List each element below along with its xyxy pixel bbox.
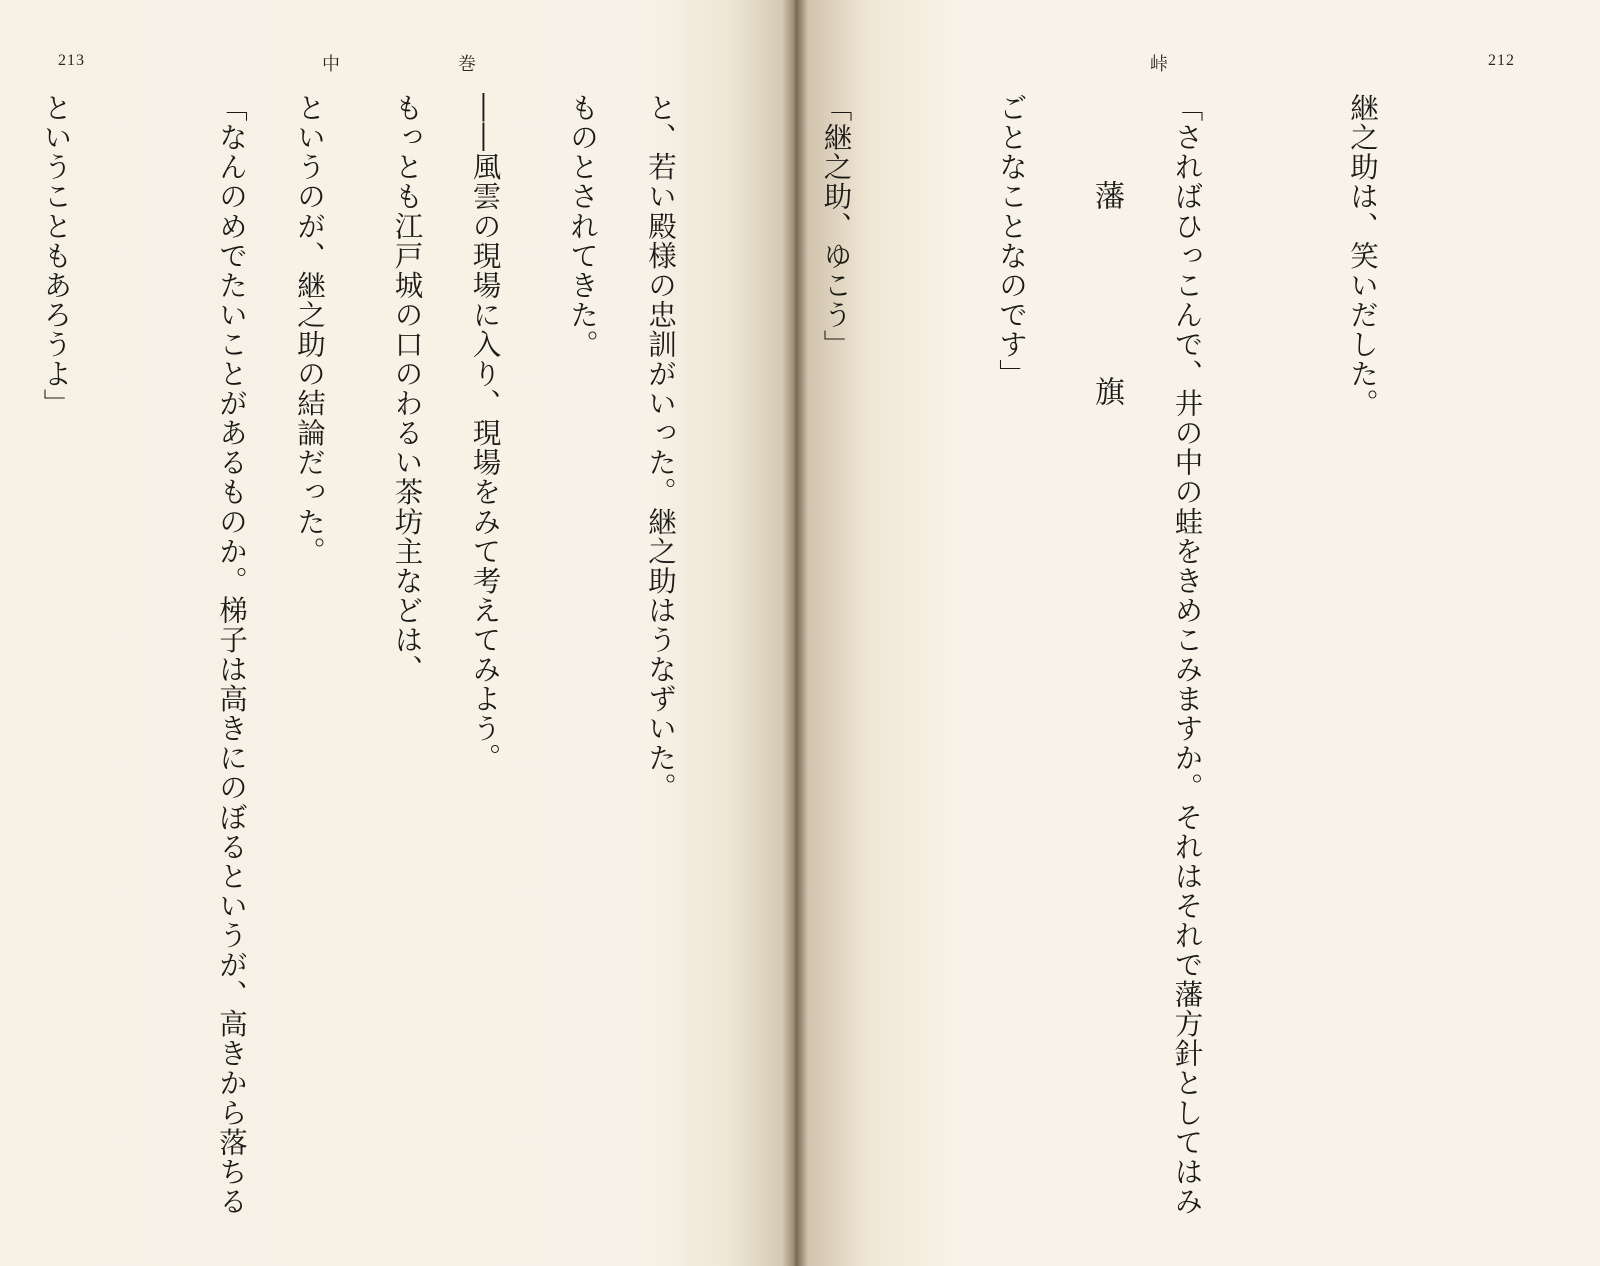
text-line: というのが、継之助の結論だった。 [293,93,326,566]
text-line: 「さればひっこんで、井の中の蛙をきめこみますか。それはそれで藩方針としてはみ [1170,93,1204,1216]
text-line: ものとされてきた。 [566,93,599,359]
running-header-title: 巻 [458,54,476,75]
text-line: ――風雲の現場に入り、現場をみて考えてみよう。 [468,93,502,773]
text-line: 「継之助、ゆこう」 [819,93,853,359]
text-line: ごとなことなのです」 [995,93,1028,389]
text-line: 「なんのめでたいことがあるものか。梯子は高きにのぼるというが、高きから落ちる [215,93,248,1216]
book-gutter [782,0,808,1266]
right-body-text [0,93,1508,1216]
section-heading: 藩 旗 [1089,180,1124,474]
page-number-right: 212 [1488,52,1515,69]
running-header-volume: 中 [322,54,340,75]
text-line: もっとも江戸城の口のわるい茶坊主などは、 [390,93,424,684]
text-line: ということもあろうよ」 [39,93,73,419]
running-header-book-title: 峠 [1150,54,1168,75]
text-line: と、若い殿様の忠訓がいった。継之助はうなずいた。 [644,93,677,803]
text-line: 継之助は、笑いだした。 [1346,93,1379,419]
page-number-left: 213 [58,52,85,69]
